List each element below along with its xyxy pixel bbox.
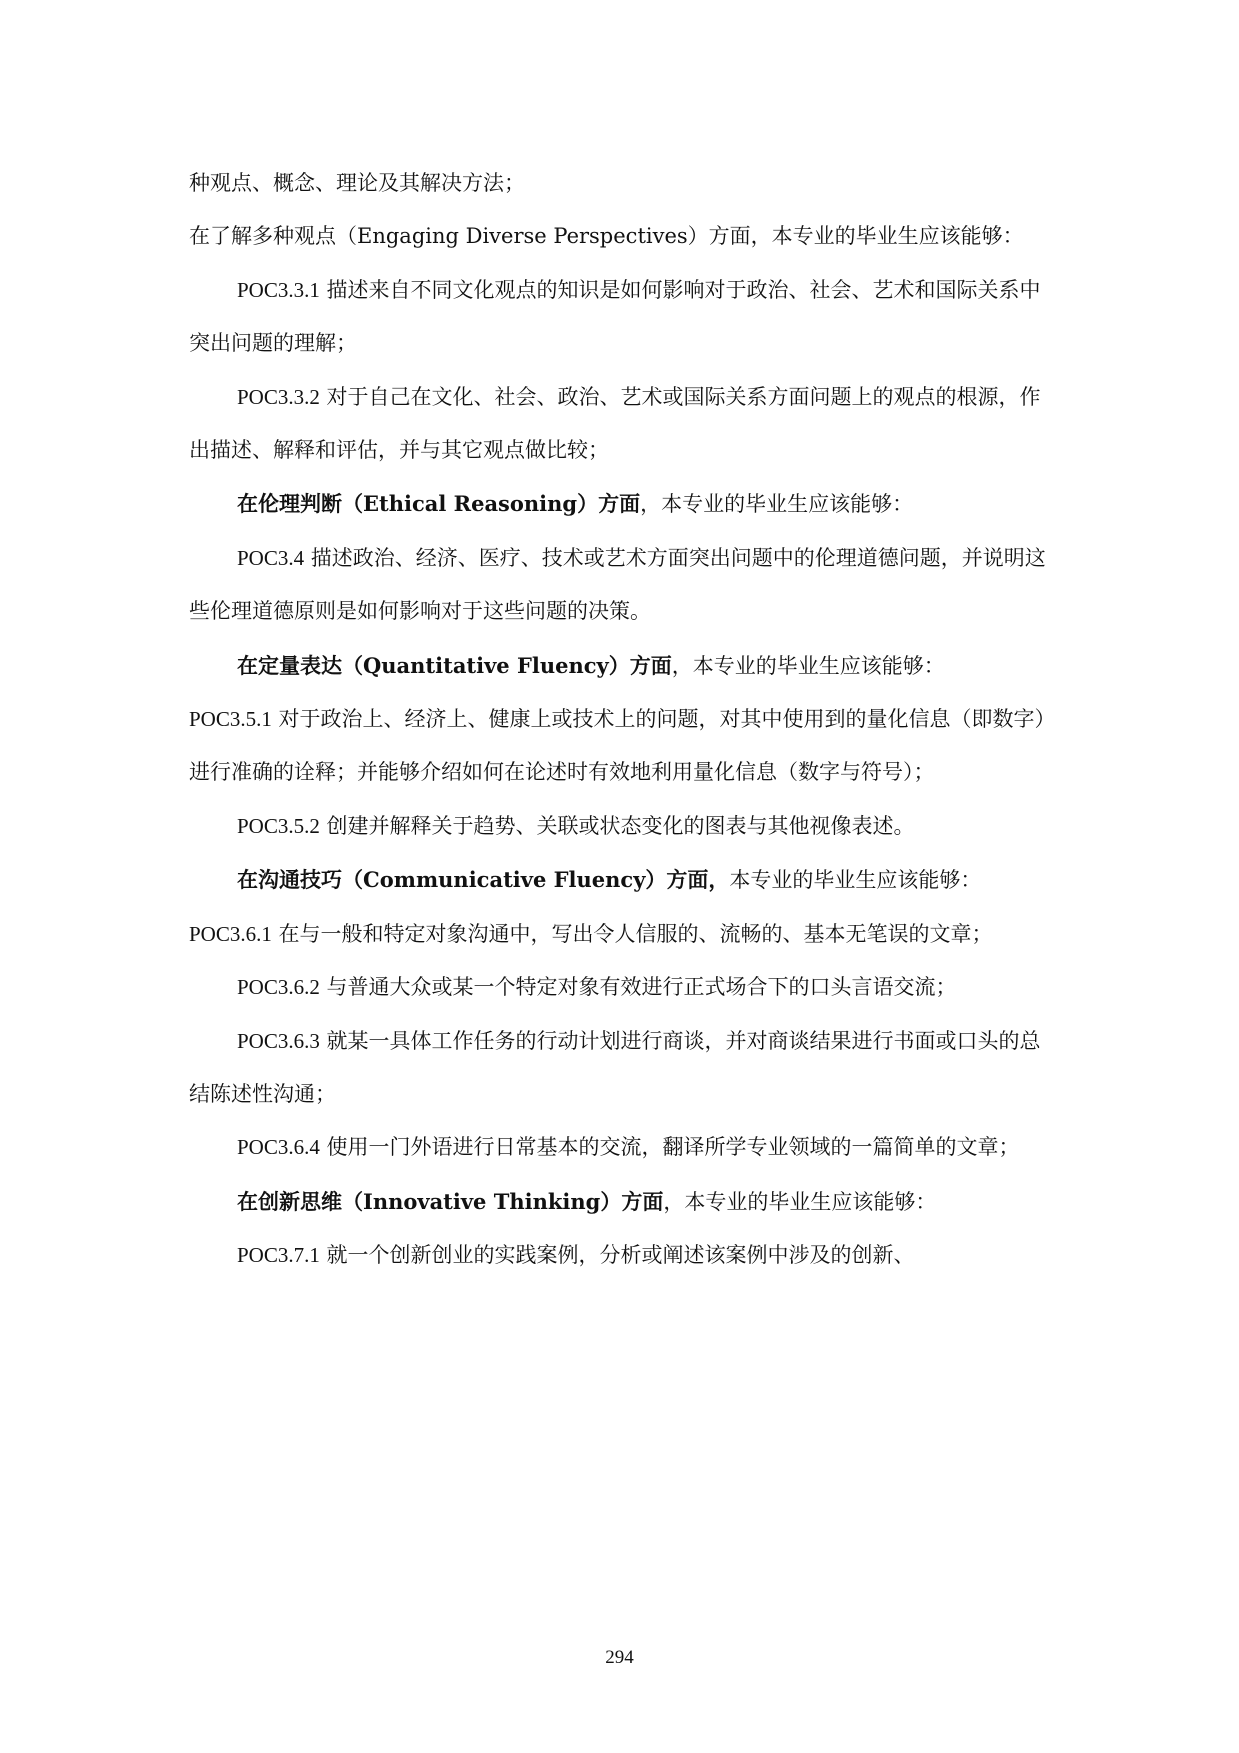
- heading-text: ，本专业的毕业生应该能够：: [663, 1189, 937, 1214]
- item-code: POC3.4: [237, 545, 305, 570]
- paragraph-text: 创建并解释关于趋势、关联或状态变化的图表与其他视像表述。: [319, 813, 915, 838]
- heading-text: ，本专业的毕业生应该能够：: [640, 492, 914, 517]
- section-heading: [189, 1175, 1059, 1229]
- item-code: POC3.3.1: [237, 277, 320, 302]
- section-heading: [189, 477, 1059, 531]
- paragraph: [189, 1121, 1059, 1174]
- page-number: 294: [605, 1647, 634, 1668]
- heading-bold: 在伦理判断（Ethical Reasoning）方面: [237, 491, 641, 517]
- item-code: POC3.6.2: [237, 975, 320, 1000]
- item-code: POC3.5.2: [237, 813, 320, 838]
- paragraph: [189, 1229, 1059, 1282]
- paragraph: [189, 961, 1059, 1014]
- paragraph-text: 对于政治上、经济上、健康上或技术上的问题，对其中使用到的量化信息（即数字）进行准确的诠释；并能够介绍如何在论述时有效地利用量化信息（数字与符号）；: [189, 707, 1056, 785]
- body-text: [189, 157, 1059, 1283]
- item-code: POC3.3.2: [237, 384, 320, 409]
- item-code: POC3.7.1: [237, 1243, 320, 1268]
- paragraph-text: 在与一般和特定对象沟通中，写出令人信服的、流畅的、基本无笔误的文章；: [271, 921, 993, 946]
- paragraph-text: 描述来自不同文化观点的知识是如何影响对于政治、社会、艺术和国际关系中突出问题的理解；: [189, 277, 1041, 356]
- paragraph: [189, 264, 1059, 371]
- paragraph: [189, 532, 1059, 639]
- paragraph-text: 种观点、概念、理论及其解决方法；: [189, 171, 525, 195]
- paragraph-text: 就一个创新创业的实践案例，分析或阐述该案例中涉及的创新、: [319, 1243, 915, 1268]
- paragraph: [189, 800, 1059, 853]
- paragraph-text: 对于自己在文化、社会、政治、艺术或国际关系方面问题上的观点的根源，作出描述、解释和评估，并与其它观点做比较；: [189, 384, 1041, 463]
- paragraph-text: 在了解多种观点（Engaging Diverse Perspectives）方面，本专业的毕业生应该能够：: [189, 224, 1024, 249]
- paragraph: [189, 1015, 1059, 1122]
- heading-bold: 在创新思维（Innovative Thinking）方面: [237, 1188, 664, 1214]
- section-heading: [189, 639, 1059, 693]
- heading-text: ，本专业的毕业生应该能够：: [671, 653, 945, 678]
- heading-text: 本专业的毕业生应该能够：: [729, 868, 982, 893]
- paragraph: [189, 157, 1059, 210]
- item-code: POC3.6.3: [237, 1028, 320, 1053]
- paragraph: [189, 210, 1059, 263]
- item-code: POC3.6.1: [189, 921, 272, 946]
- paragraph-text: 描述政治、经济、医疗、技术或艺术方面突出问题中的伦理道德问题，并说明这些伦理道德原则是如何影响对于这些问题的决策。: [189, 545, 1046, 624]
- section-heading: [189, 853, 1059, 907]
- paragraph: [189, 371, 1059, 478]
- heading-bold: 在沟通技巧（Communicative Fluency）方面，: [237, 867, 730, 893]
- paragraph-text: 与普通大众或某一个特定对象有效进行正式场合下的口头言语交流；: [319, 975, 957, 1000]
- heading-bold: 在定量表达（Quantitative Fluency）方面: [237, 652, 672, 678]
- paragraph: [189, 693, 1059, 800]
- paragraph: [189, 908, 1059, 961]
- item-code: POC3.6.4: [237, 1135, 320, 1160]
- paragraph-text: 就某一具体工作任务的行动计划进行商谈，并对商谈结果进行书面或口头的总结陈述性沟通；: [189, 1028, 1041, 1106]
- item-code: POC3.5.1: [189, 707, 272, 732]
- paragraph-text: 使用一门外语进行日常基本的交流，翻译所学专业领域的一篇简单的文章；: [319, 1135, 1020, 1160]
